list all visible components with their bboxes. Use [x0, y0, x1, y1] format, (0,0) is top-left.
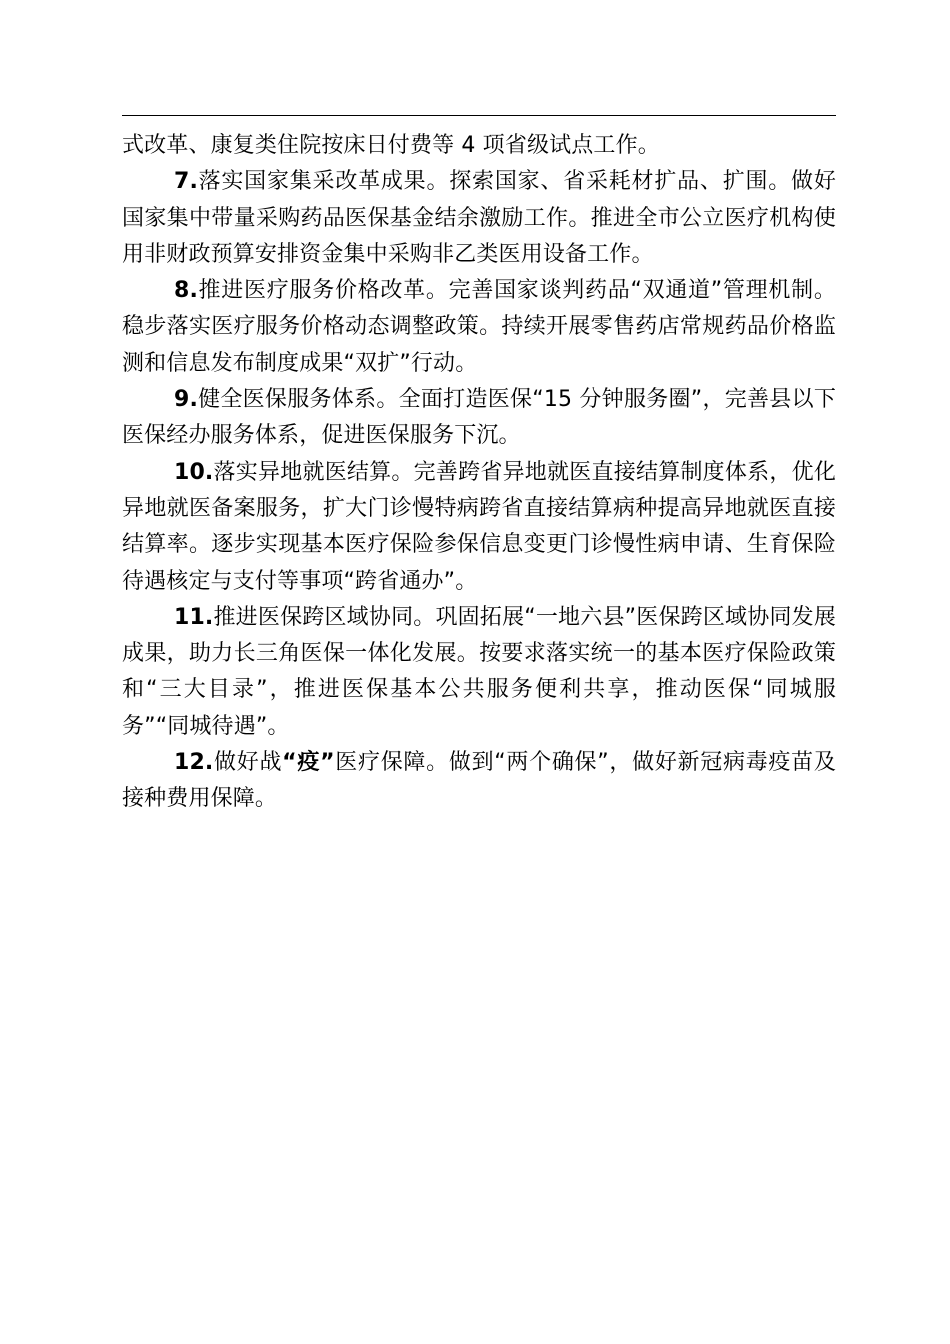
paragraph-item-11 — [122, 600, 836, 745]
paragraph-number: 8. — [174, 278, 198, 304]
paragraph-item-10 — [122, 455, 836, 600]
paragraph-text: 医疗保障。做到“两个确保”，做好新冠病毒疫苗及接种费用保障。 — [122, 750, 837, 812]
paragraph-text: 健全医保服务体系。全面打造医保“15 分钟服务圈”，完善县以下医保经办服务体系，促进医保服务下沉。 — [122, 387, 836, 449]
paragraph-item-8 — [122, 273, 836, 382]
paragraph-number: 9. — [174, 387, 198, 413]
paragraph-text: 推进医疗服务价格改革。完善国家谈判药品“双通道”管理机制。稳步落实医疗服务价格动态调整政策。持续开展零售药店常规药品价格监测和信息发布制度成果“双扩”行动。 — [122, 278, 836, 376]
paragraph-emphasis: “疫” — [282, 750, 335, 776]
paragraph-number: 12. — [174, 750, 214, 776]
paragraph-item-9 — [122, 382, 836, 455]
header-rule — [122, 115, 836, 116]
paragraph-number: 7. — [174, 169, 198, 195]
paragraph-item-7 — [122, 164, 836, 273]
paragraph-text: 落实异地就医结算。完善跨省异地就医直接结算制度体系，优化异地就医备案服务，扩大门诊慢特病跨省直接结算病种提高异地就医直接结算率。逐步实现基本医疗保险参保信息变更门诊慢性病申请、生育保险待遇核定与支付等事项“跨省通办”。 — [122, 459, 836, 594]
paragraph-number: 10. — [174, 459, 214, 485]
document-body — [122, 128, 836, 818]
paragraph-continuation — [122, 128, 836, 164]
paragraph-text: 推进医保跨区域协同。巩固拓展“一地六县”医保跨区域协同发展成果，助力长三角医保一体化发展。按要求落实统一的基本医疗保险政策和“三大目录”，推进医保基本公共服务便利共享，推动医保“同城服务”“同城待遇”。 — [122, 604, 836, 739]
paragraph-text: 做好战 — [213, 750, 283, 776]
paragraph-text: 落实国家集采改革成果。探索国家、省采耗材扩品、扩围。做好国家集中带量采购药品医保基金结余激励工作。推进全市公立医疗机构使用非财政预算安排资金集中采购非乙类医用设备工作。 — [122, 169, 836, 267]
paragraph-item-12 — [122, 745, 836, 818]
paragraph-text: 式改革、康复类住院按床日付费等 4 项省级试点工作。 — [122, 133, 660, 158]
paragraph-number: 11. — [174, 604, 214, 630]
